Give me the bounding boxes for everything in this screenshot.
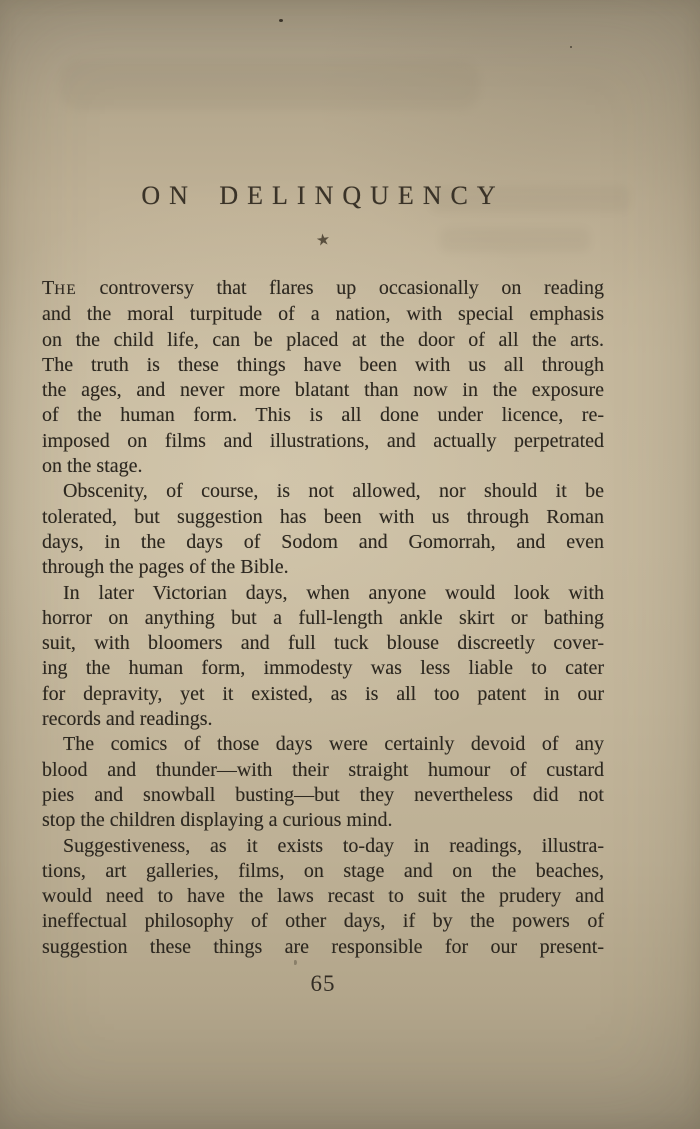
text-line: THE controversy that flares up occasionally on reading <box>42 277 604 299</box>
text-line: ing the human form, immodesty was less liable to cater <box>42 657 604 680</box>
ornament-row <box>42 230 604 250</box>
paragraph <box>42 732 604 833</box>
chapter-title: ON DELINQUENCY <box>141 181 505 210</box>
ink-speck <box>279 19 283 22</box>
text-line: stop the children displaying a curious mind. <box>42 809 393 832</box>
text-line: ineffectual philosophy of other days, if by the powers of <box>42 910 604 933</box>
text-line: would need to have the laws recast to suit the prudery and <box>42 885 604 908</box>
text-line: the ages, and never more blatant than now in the exposure <box>42 379 604 402</box>
paragraph <box>42 479 604 580</box>
page-number: 65 <box>310 971 336 996</box>
ink-speck <box>570 46 572 48</box>
text-line: on the child life, can be placed at the door of all the arts. <box>42 328 604 351</box>
text-line: Suggestiveness, as it exists to-day in readings, illustra- <box>63 834 604 857</box>
text-line: suggestion these things are responsible for our present- <box>42 935 604 958</box>
text-line: records and readings. <box>42 708 213 731</box>
text-line: The truth is these things have been with us all through <box>42 353 604 376</box>
text-line: suit, with bloomers and full tuck blouse discreetly cover- <box>42 632 604 655</box>
text-line: blood and thunder—with their straight humour of custard <box>42 758 604 781</box>
text-line: imposed on films and illustrations, and actually perpetrated <box>42 429 604 452</box>
text-line: tions, art galleries, films, on stage and on the beaches, <box>42 859 604 882</box>
text-line: and the moral turpitude of a nation, with special emphasis <box>42 303 604 326</box>
text-line: on the stage. <box>42 455 143 478</box>
ink-speck <box>294 960 297 965</box>
text-line: days, in the days of Sodom and Gomorrah, and even <box>42 530 604 553</box>
paragraph <box>42 581 604 733</box>
text-line: In later Victorian days, when anyone would look with <box>63 581 604 604</box>
text-line: for depravity, yet it existed, as is all too patent in our <box>42 682 604 705</box>
body-text <box>42 276 604 960</box>
star-ornament-icon: ★ <box>314 231 332 250</box>
page-shading-smudge <box>60 60 480 110</box>
text-line: tolerated, but suggestion has been with us through Roman <box>42 505 604 528</box>
smallcaps-lead: HE <box>54 281 77 298</box>
paragraph <box>42 834 604 960</box>
text-line: through the pages of the Bible. <box>42 556 289 579</box>
text-line: of the human form. This is all done under licence, re- <box>42 404 604 427</box>
text-line: pies and snowball busting—but they nevertheless did not <box>42 783 604 806</box>
text-line: Obscenity, of course, is not allowed, nor should it be <box>63 480 604 503</box>
text-line: The comics of those days were certainly devoid of any <box>63 733 604 756</box>
text-line: horror on anything but a full-length ankle skirt or bathing <box>42 606 604 629</box>
paragraph <box>42 276 604 479</box>
